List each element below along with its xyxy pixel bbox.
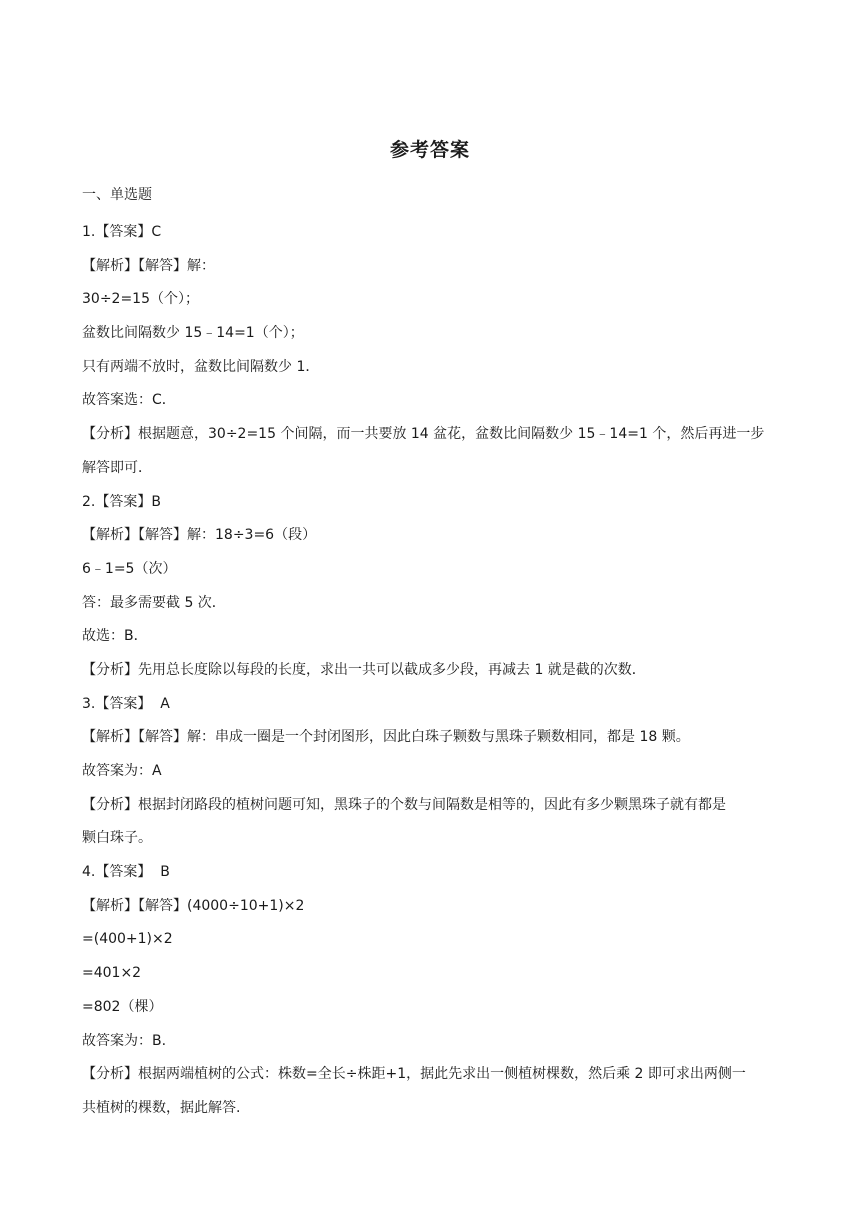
q3-analysis-cont: 颗白珠子。 bbox=[82, 830, 152, 847]
q1-answer: 1.【答案】C bbox=[82, 224, 162, 240]
q1-explanation-line: 盆数比间隔数少 15﹣14=1（个）； bbox=[82, 325, 304, 342]
q4-analysis: 【分析】根据两端植树的公式：株数=全长÷株距+1，据此先求出一侧植树棵数，然后乘 2 即可求出两侧一 bbox=[82, 1066, 746, 1083]
q4-explanation-line: =(400+1)×2 bbox=[82, 931, 173, 948]
q2-answer: 2.【答案】B bbox=[82, 493, 161, 510]
q4-explanation-line: 【解析】【解答】(4000÷10+1)×2 bbox=[82, 897, 305, 914]
q4-answer: 4.【答案】 B bbox=[82, 864, 170, 881]
q1-explanation-line: 故答案选：C． bbox=[82, 392, 176, 409]
q4-explanation-line: =401×2 bbox=[82, 965, 142, 982]
q4-explanation-line: 故答案为：B. bbox=[82, 1032, 167, 1049]
answer-content bbox=[82, 185, 782, 1132]
q3-analysis: 【分析】根据封闭路段的植树问题可知，黑珠子的个数与间隔数是相等的，因此有多少颗黑珠子就有都是 bbox=[82, 796, 726, 813]
q3-explanation-line: 故答案为：A bbox=[82, 763, 162, 779]
q2-explanation-line: 【解析】【解答】解：18÷3=6（段） bbox=[82, 527, 317, 544]
section-heading: 一、单选题 bbox=[82, 187, 152, 203]
q2-explanation-line: 答：最多需要截 5 次． bbox=[82, 594, 226, 611]
q3-explanation-line: 【解析】【解答】解：串成一圈是一个封闭图形，因此白珠子颗数与黑珠子颗数相同，都是 18 颗。 bbox=[82, 729, 690, 746]
q2-explanation-line: 故选：B． bbox=[82, 628, 148, 645]
q1-explanation-line: 【解析】【解答】解： bbox=[82, 257, 215, 274]
q3-answer: 3.【答案】 A bbox=[82, 695, 170, 712]
q1-analysis-cont: 解答即可． bbox=[82, 459, 152, 476]
q2-explanation-line: 6﹣1=5（次） bbox=[82, 560, 177, 577]
q4-explanation-line: =802（棵） bbox=[82, 998, 163, 1015]
page-title: 参考答案 bbox=[389, 139, 470, 161]
q1-explanation-line: 30÷2=15（个）； bbox=[82, 291, 199, 308]
q2-analysis: 【分析】先用总长度除以每段的长度，求出一共可以截成多少段，再减去 1 就是截的次数． bbox=[82, 661, 646, 678]
q1-analysis: 【分析】根据题意，30÷2=15 个间隔，而一共要放 14 盆花，盆数比间隔数少 15﹣14=1 个，然后再进一步 bbox=[82, 426, 765, 443]
q4-analysis-cont: 共植树的棵数，据此解答. bbox=[82, 1099, 241, 1116]
q1-explanation-line: 只有两端不放时，盆数比间隔数少 1． bbox=[82, 358, 320, 375]
